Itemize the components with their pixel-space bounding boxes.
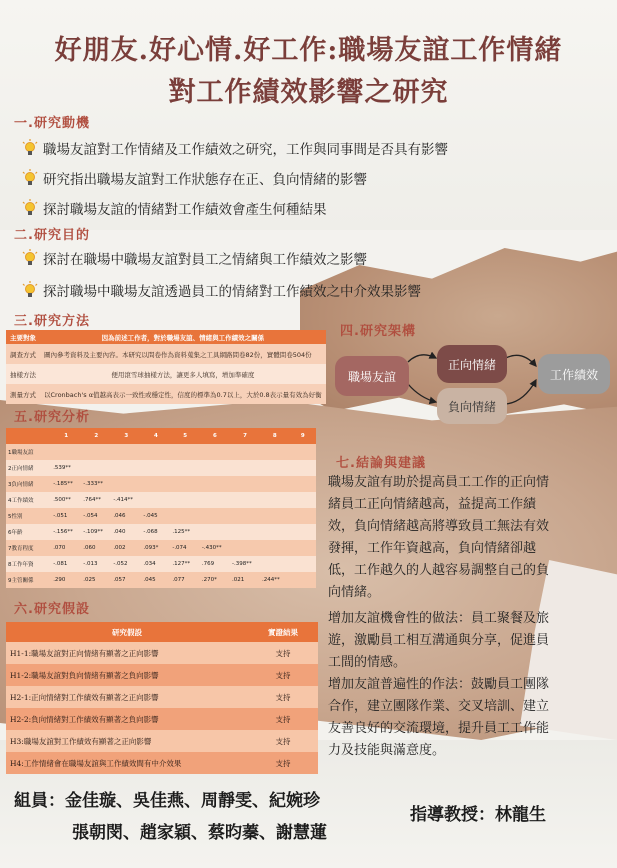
table-cell: -.109** [81, 524, 111, 540]
table-cell: -.051 [51, 508, 81, 524]
purpose-text: 探討在職場中職場友誼對員工之情緒與工作績效之影響 [43, 252, 367, 268]
table-cell: .127** [170, 556, 200, 572]
purpose-item [22, 248, 367, 268]
table-cell: 7 [230, 428, 260, 444]
table-cell [200, 524, 230, 540]
lightbulb-icon [22, 139, 38, 157]
conclusion-line: 遊，激勵員工相互溝通與分享，促進員 [328, 633, 550, 648]
hypothesis-text: 研究假設 [6, 622, 248, 642]
section-title-method: 三.研究方法 [14, 314, 90, 329]
table-cell [260, 524, 290, 540]
framework-node-negative: 負向情緒 [437, 388, 507, 424]
table-cell [260, 444, 290, 460]
table-cell [170, 508, 200, 524]
table-row [6, 524, 316, 540]
table-cell: 9 [290, 428, 316, 444]
conclusion-line: 增加友誼機會性的做法：員工聚餐及旅 [328, 611, 550, 626]
table-cell: 5性別 [6, 508, 51, 524]
table-row [6, 686, 318, 708]
table-cell: -.430** [200, 540, 230, 556]
purpose-item [22, 280, 421, 300]
table-row [6, 444, 316, 460]
section-title-analysis: 五.研究分析 [14, 410, 90, 425]
table-cell [230, 492, 260, 508]
method-table-row [6, 364, 326, 384]
conclusion-line: 發揮，工作年資越高，負向情緒卻越 [328, 541, 537, 556]
table-cell [111, 460, 141, 476]
hypothesis-result: 支持 [248, 708, 318, 730]
table-cell [111, 444, 141, 460]
table-cell: .040 [111, 524, 141, 540]
table-cell: 6 [200, 428, 230, 444]
hypothesis-result: 支持 [248, 664, 318, 686]
poster-title-line1: 好朋友.好心情.好工作:職場友誼工作情緒 [54, 35, 563, 66]
table-cell: -.052 [111, 556, 141, 572]
conclusion-line: 低，工作越久的人越容易調整自己的負 [328, 563, 550, 578]
table-cell [51, 444, 81, 460]
table-cell [200, 444, 230, 460]
table-cell [230, 460, 260, 476]
hypothesis-result: 支持 [248, 686, 318, 708]
table-row [6, 508, 316, 524]
advisor: 指導教授：林龍生 [410, 805, 546, 825]
motivation-text: 職場友誼對工作情緒及工作績效之研究，工作與同事間是否具有影響 [43, 142, 448, 158]
motivation-item [22, 198, 327, 218]
table-cell [81, 460, 111, 476]
table-cell: 8 [260, 428, 290, 444]
table-cell [170, 492, 200, 508]
table-cell: .021 [230, 572, 260, 588]
table-cell: .077 [170, 572, 200, 588]
lightbulb-icon [22, 199, 38, 217]
table-cell: 4 [141, 428, 170, 444]
table-cell [230, 508, 260, 524]
hypothesis-text: H3:職場友誼對工作績效有顯著之正向影響 [6, 730, 248, 752]
conclusion-line: 合作，建立團隊作業、交叉培訓、建立 [328, 699, 550, 714]
table-cell [290, 508, 316, 524]
suggestion-paragraph [328, 608, 598, 762]
table-cell: 3負向情緒 [6, 476, 51, 492]
table-cell [230, 540, 260, 556]
table-cell [230, 476, 260, 492]
poster-title-line2: 對工作績效影響之研究 [168, 77, 449, 108]
table-row [6, 556, 316, 572]
table-cell [290, 460, 316, 476]
method-header-cell: 主要對象 [6, 330, 40, 344]
section-title-framework: 四.研究架構 [340, 324, 416, 339]
table-cell: -.054 [81, 508, 111, 524]
members-line1: 組員：金佳璇、吳佳燕、周靜雯、紀婉珍 [14, 791, 320, 811]
table-cell: .093* [141, 540, 170, 556]
framework-node-friendship: 職場友誼 [335, 356, 409, 396]
table-cell [141, 492, 170, 508]
table-cell: .270* [200, 572, 230, 588]
hypothesis-result: 支持 [248, 752, 318, 774]
motivation-text: 探討職場友誼的情緒對工作績效會產生何種結果 [43, 202, 327, 218]
conclusion-paragraph [328, 472, 598, 604]
table-cell: .057 [111, 572, 141, 588]
hypothesis-text: H1-2:職場友誼對負向情緒有顯著之負向影響 [6, 664, 248, 686]
table-cell: 5 [170, 428, 200, 444]
table-cell [290, 476, 316, 492]
table-cell: 1 [51, 428, 81, 444]
conclusion-line: 增加友誼普遍性的作法：鼓勵員工團隊 [328, 677, 550, 692]
hypothesis-text: H4:工作情緒會在職場友誼與工作績效間有中介效果 [6, 752, 248, 774]
method-row-label: 調查方式 [6, 344, 40, 364]
table-cell: -.414** [111, 492, 141, 508]
conclusion-line: 職場友誼有助於提高員工工作的正向情 [328, 475, 550, 490]
hypothesis-header [6, 622, 318, 642]
table-cell: .539** [51, 460, 81, 476]
conclusion-line: 力及技能與滿意度。 [328, 743, 446, 758]
table-row [6, 730, 318, 752]
table-cell [290, 444, 316, 460]
hypothesis-result: 實證結果 [248, 622, 318, 642]
table-cell [260, 556, 290, 572]
table-cell [260, 540, 290, 556]
section-title-conclusion: 七.結論與建議 [336, 456, 426, 471]
table-cell: -.068 [141, 524, 170, 540]
table-cell: 7教育程度 [6, 540, 51, 556]
table-cell [141, 444, 170, 460]
arrow-friendship-positive [408, 355, 436, 362]
conclusion-line: 效，負向情緒越高將導致員工無法有效 [328, 519, 550, 534]
table-cell [6, 428, 51, 444]
table-cell [260, 492, 290, 508]
table-cell: -.398** [230, 556, 260, 572]
method-header-cell: 因為前述工作者，對於職場友誼、情緒與工作績效之關係 [40, 330, 326, 344]
lightbulb-icon [22, 249, 38, 267]
hypothesis-table [6, 622, 318, 774]
table-row [6, 708, 318, 730]
hypothesis-text: H2-1:正向情緒對工作績效有顯著之正向影響 [6, 686, 248, 708]
table-row [6, 540, 316, 556]
table-cell [230, 524, 260, 540]
hypothesis-text: H2-2:負向情緒對工作績效有顯著之負向影響 [6, 708, 248, 730]
table-cell: .034 [141, 556, 170, 572]
table-cell [200, 460, 230, 476]
table-row [6, 492, 316, 508]
table-cell [81, 444, 111, 460]
section-title-hypothesis: 六.研究假設 [14, 602, 90, 617]
method-row-value: 便用滾雪球抽樣方法，讓更多人填寫，增加準確度 [40, 364, 326, 384]
conclusion-line: 緒員工正向情緒越高，益提高工作績 [328, 497, 537, 512]
table-cell: .244** [260, 572, 290, 588]
table-cell [170, 476, 200, 492]
table-cell: .045 [141, 572, 170, 588]
table-cell [141, 460, 170, 476]
table-cell [260, 476, 290, 492]
motivation-item [22, 168, 367, 188]
conclusion-line: 友善良好的交流環境，提升員工工作能 [328, 721, 550, 736]
table-cell: 3 [111, 428, 141, 444]
table-cell: .764** [81, 492, 111, 508]
table-cell [230, 444, 260, 460]
arrow-negative-performance [506, 380, 536, 404]
table-cell: .046 [111, 508, 141, 524]
table-cell: 8工作年資 [6, 556, 51, 572]
table-cell: 2正向情緒 [6, 460, 51, 476]
members-line2: 張朝閔、趙家穎、蔡昀蓁、謝慧蓮 [72, 823, 327, 843]
arrow-friendship-negative [408, 384, 436, 402]
table-cell [290, 540, 316, 556]
method-table-header [6, 330, 326, 344]
table-row [6, 664, 318, 686]
table-row [6, 642, 318, 664]
method-table [6, 330, 326, 404]
table-cell: -.045 [141, 508, 170, 524]
hypothesis-result: 支持 [248, 730, 318, 752]
table-cell: -.333** [81, 476, 111, 492]
table-cell: 2 [81, 428, 111, 444]
table-cell [290, 572, 316, 588]
table-cell: .002 [111, 540, 141, 556]
table-cell [200, 476, 230, 492]
motivation-text: 研究指出職場友誼對工作狀態存在正、負向情緒的影響 [43, 172, 367, 188]
table-cell: -.081 [51, 556, 81, 572]
table-cell [170, 444, 200, 460]
conclusion-line: 工間的情感。 [328, 655, 407, 670]
method-row-label: 測量方式 [6, 384, 40, 404]
table-cell: -.185** [51, 476, 81, 492]
framework-node-positive: 正向情緒 [437, 345, 507, 383]
section-title-purpose: 二.研究目的 [14, 228, 90, 243]
purpose-text: 探討職場中職場友誼透過員工的情緒對工作績效之中介效果影響 [43, 284, 421, 300]
table-row [6, 460, 316, 476]
method-row-label: 抽樣方法 [6, 364, 40, 384]
table-cell: .500** [51, 492, 81, 508]
table-cell [200, 508, 230, 524]
method-row-value: 以Cronbach's α值越高表示一致性或穩定性，信度的標準為0.7以上，大於0.8表示量有效為好衡 [40, 384, 326, 404]
table-cell [290, 524, 316, 540]
table-cell [141, 476, 170, 492]
method-row-value: 圖內參考資料及主要內容。本研究以問卷作為資料蒐集之工具網路問卷82份，實體問卷504份 [40, 344, 326, 364]
table-cell: .060 [81, 540, 111, 556]
table-cell: -.013 [81, 556, 111, 572]
table-cell: .125** [170, 524, 200, 540]
conclusion-line: 向情緒。 [328, 585, 381, 600]
table-row [6, 752, 318, 774]
table-row [6, 572, 316, 588]
table-cell: 4工作績效 [6, 492, 51, 508]
table-cell: .290 [51, 572, 81, 588]
lightbulb-icon [22, 281, 38, 299]
table-cell: 9主管關係 [6, 572, 51, 588]
method-table-row [6, 384, 326, 404]
table-cell: .769 [200, 556, 230, 572]
correlation-table [6, 428, 316, 588]
table-cell: -.074 [170, 540, 200, 556]
motivation-item [22, 138, 448, 158]
arrow-positive-performance [506, 355, 536, 366]
table-row [6, 476, 316, 492]
lightbulb-icon [22, 169, 38, 187]
table-cell [290, 492, 316, 508]
table-cell [260, 460, 290, 476]
table-cell: .025 [81, 572, 111, 588]
table-cell [200, 492, 230, 508]
table-cell [260, 508, 290, 524]
table-cell: 1職場友誼 [6, 444, 51, 460]
table-cell: .070 [51, 540, 81, 556]
hypothesis-text: H1-1:職場友誼對正向情緒有顯著之正向影響 [6, 642, 248, 664]
section-title-motivation: 一.研究動機 [14, 116, 90, 131]
correlation-header [6, 428, 316, 444]
framework-node-performance: 工作績效 [538, 354, 610, 394]
table-cell: -.156** [51, 524, 81, 540]
table-cell [170, 460, 200, 476]
method-table-row [6, 344, 326, 364]
table-cell [290, 556, 316, 572]
hypothesis-result: 支持 [248, 642, 318, 664]
table-cell: 6年齡 [6, 524, 51, 540]
table-cell [111, 476, 141, 492]
